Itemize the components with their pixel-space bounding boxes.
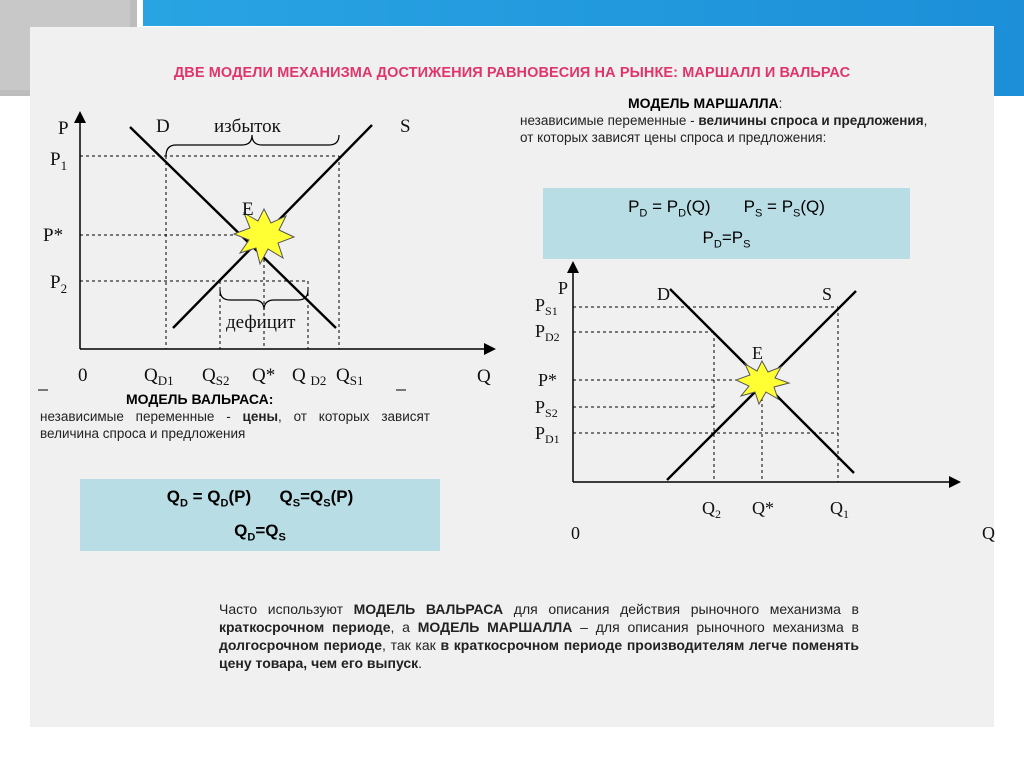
marshall-formula-box <box>543 188 910 259</box>
surplus-label: избыток <box>214 116 281 137</box>
axis-p-label: P <box>58 118 69 139</box>
walras-formula-2: $Q_S=Q_S(P)$ <box>279 487 354 510</box>
pd2-label: $P_{D2}$ <box>535 321 560 344</box>
deficit-label: дефицит <box>226 312 296 333</box>
top-blue-bar <box>143 0 1024 26</box>
q1-label: $Q_1$ <box>830 498 849 521</box>
axis-q-label-2: Q <box>982 523 995 543</box>
walras-formula-box <box>80 479 440 551</box>
walras-formula-3: $Q_D=Q_S$ <box>234 521 286 544</box>
marshall-heading: МОДЕЛЬ МАРШАЛЛА <box>628 95 779 111</box>
pstar-label-2: P* <box>538 370 558 390</box>
conclusion-text: Часто используют МОДЕЛЬ ВАЛЬРАСА для описания действия рыночного механизма в краткосрочном периоде, а МОДЕЛЬ МАРШАЛЛА – для описания рыночного механизма в долгосрочном периоде, так как в краткосрочном периоде производителям легче поменять цену товара, чем его выпуск. <box>219 601 859 671</box>
marshall-formula-2: $P_S = P_S(Q)$ <box>743 197 825 220</box>
supply-label-2: S <box>822 284 833 304</box>
origin-label-2: 0 <box>571 523 580 543</box>
demand-label-2: D <box>657 284 670 304</box>
ps2-label: $P_{S2}$ <box>535 397 558 420</box>
p2-label: $P_2$ <box>50 272 68 296</box>
marshall-formula-1: $P_D = P_D(Q)$ <box>628 197 711 220</box>
walras-formula-1: $Q_D = Q_D(P)$ <box>166 487 252 510</box>
surplus-brace <box>166 135 339 156</box>
axis-p-label-2: P <box>558 278 569 298</box>
qstar-label: Q* <box>252 365 276 386</box>
deficit-brace <box>220 290 308 310</box>
ps1-label: $P_{S1}$ <box>535 295 558 318</box>
equilibrium-label-2: E <box>752 343 763 363</box>
equilibrium-label: E <box>242 199 254 220</box>
pstar-label: P* <box>43 225 64 246</box>
marshall-graph <box>500 262 995 543</box>
p1-label: $P_1$ <box>50 149 68 173</box>
q2-label: $Q_2$ <box>702 498 721 521</box>
walras-description: МОДЕЛЬ ВАЛЬРАСА: независимые переменные - цены, от которых зависят величина спроса и предложения <box>40 391 430 441</box>
qs1-label: $Q_{S1}$ <box>336 365 364 388</box>
qd2-label: Q $_{D2}$ <box>292 365 327 388</box>
walras-heading: МОДЕЛЬ ВАЛЬРАСА: <box>126 391 274 407</box>
qd1-label: $Q_{D1}$ <box>144 365 174 388</box>
equilibrium-star-2 <box>736 361 789 404</box>
marshall-description: МОДЕЛЬ МАРШАЛЛА: независимые переменные - величины спроса и предложения, от которых зависят цены спроса и предложения: <box>520 95 928 145</box>
origin-label: 0 <box>78 365 88 386</box>
slide-title: ДВЕ МОДЕЛИ МЕХАНИЗМА ДОСТИЖЕНИЯ РАВНОВЕСИЯ НА РЫНКЕ: МАРШАЛЛ И ВАЛЬРАС <box>173 65 851 81</box>
supply-label: S <box>400 116 411 137</box>
side-blue-bar <box>994 26 1024 96</box>
qs2-label: $Q_{S2}$ <box>202 365 230 388</box>
marshall-formula-3: $P_D=P_S$ <box>702 228 751 251</box>
axis-q-label: Q <box>477 366 491 387</box>
slide-content <box>30 27 994 727</box>
demand-label: D <box>156 116 170 137</box>
pd1-label: $P_{D1}$ <box>535 423 560 446</box>
qstar-label-2: Q* <box>752 498 774 518</box>
